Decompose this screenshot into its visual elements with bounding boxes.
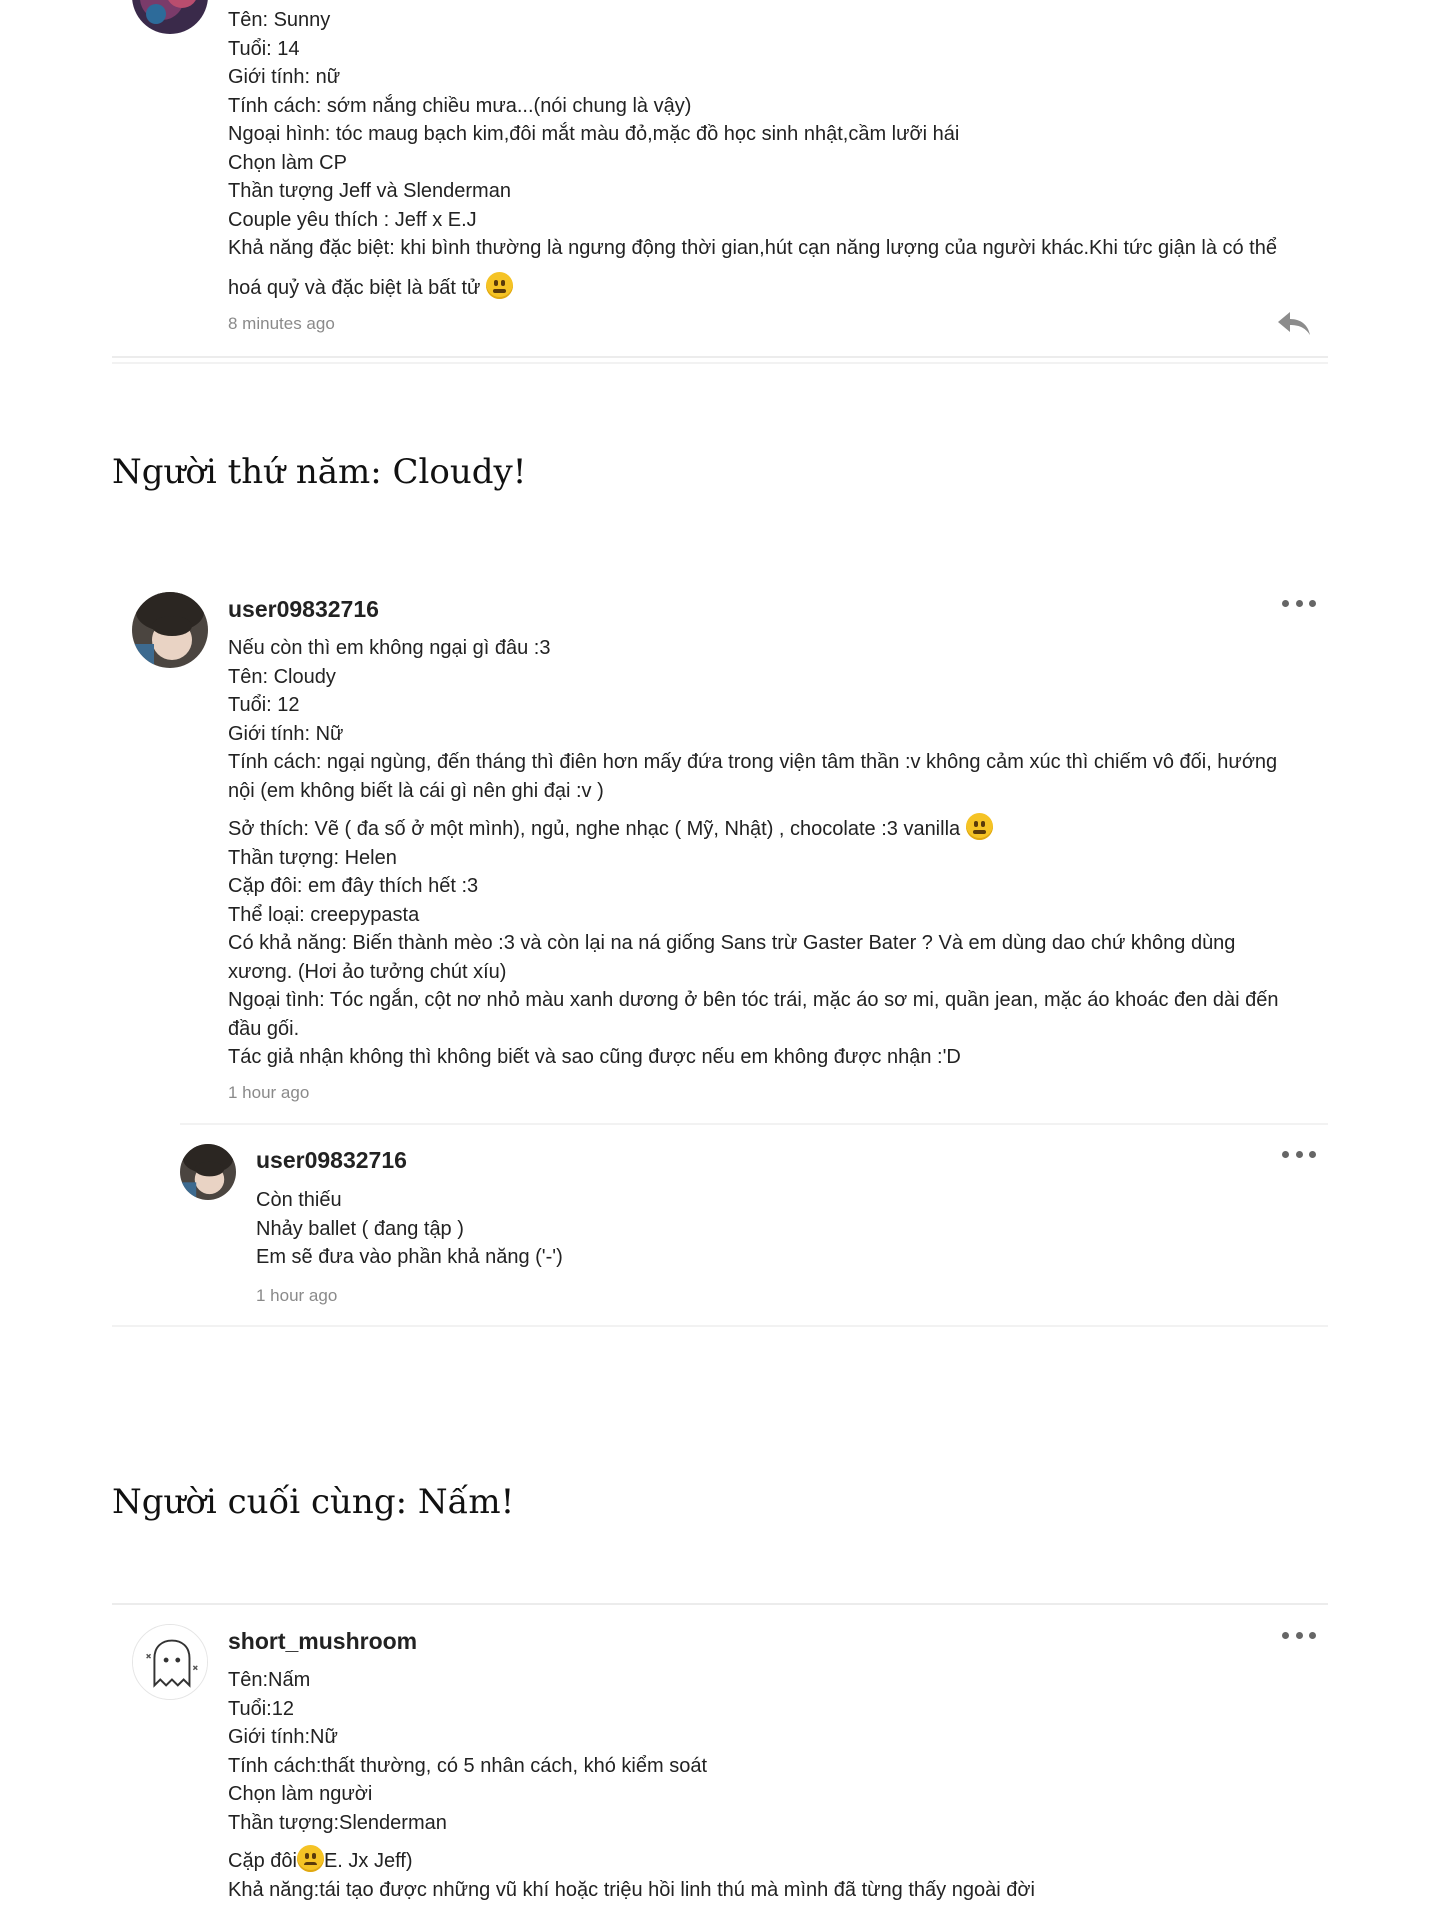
comment-line: Ngoại tình: Tóc ngắn, cột nơ nhỏ màu xanh dương ở bên tóc trái, mặc áo sơ mi, quần jean, mặc áo khoác đen dài đến [228,989,1279,1011]
comment-line: Thần tượng Jeff và Slenderman [228,180,511,202]
avatar-image [132,592,208,668]
more-options-icon[interactable] [1282,598,1316,608]
comment-line: Couple yêu thích : Jeff x E.J [228,208,477,231]
comment-line: Tên: Sunny [228,9,331,31]
reply-username[interactable]: user09832716 [256,1147,407,1173]
comment-line-with-emoji [228,272,1277,303]
comment-line: Thần tượng:Slenderman [228,1811,447,1834]
comment-line: Tính cách: sớm nắng chiều mưa...(nói chung là vậy) [228,94,692,117]
reply-timestamp: 1 hour ago [256,1286,338,1305]
comment-line: xương. (Hơi ảo tưởng chút xíu) [228,960,507,983]
comment-line: Chọn làm CP [228,151,347,174]
comment-username[interactable]: short_mushroom [228,1628,418,1654]
comment-line-with-emoji [228,813,1279,844]
comment-username[interactable]: user09832716 [228,596,379,622]
comment-line: Thần tượng: Helen [228,846,397,869]
comment-line: Cặp đôi [228,1850,297,1872]
comment-line: Có khả năng: Biến thành mèo :3 và còn lại na ná giống Sans trừ Gaster Bater ? Và em dùng dao chứ không dùng [228,932,1236,954]
reply-line: Còn thiếu [256,1189,342,1211]
comment-line: Tuổi: 14 [228,37,300,60]
reply-line: Nhảy ballet ( đang tập ) [256,1217,464,1240]
comment-body [228,6,1277,302]
comment-body [228,1666,1035,1904]
more-options-icon[interactable] [1282,1630,1316,1640]
comment-line-with-emoji [228,1845,1035,1876]
comment-line: Cặp đôi: em đây thích hết :3 [228,875,479,897]
avatar-user09832716[interactable] [132,592,208,668]
comment-divider [112,1325,1328,1327]
comment-line: Chọn làm người [228,1783,373,1805]
comment-line: Tuổi:12 [228,1697,294,1720]
reply-line: Em sẽ đưa vào phần khả năng ('-') [256,1246,563,1268]
reply-arrow-icon[interactable] [1276,310,1312,338]
avatar-image [132,0,208,34]
comment-line: Tính cách: ngại ngùng, đến tháng thì điên hơn mấy đứa trong viện tâm thần :v không cảm xúc thì chiếm vô đối, hướng [228,751,1278,773]
reply-body [256,1186,563,1272]
comment-line: Giới tính: nữ [228,66,341,88]
avatar-short-mushroom[interactable] [132,1624,208,1700]
comment-line: nội (em không biết là cái gì nên ghi đại :v ) [228,779,604,802]
comment-line: Giới tính: Nữ [228,722,344,745]
section-title-fifth: Người thứ năm: Cloudy! [112,452,527,492]
persevering-face-emoji [297,1845,324,1872]
section-title-last: Người cuối cùng: Nấm! [112,1482,515,1522]
comment-timestamp: 1 hour ago [228,1083,310,1102]
comment-line: Thể loại: creepypasta [228,903,420,926]
comment-body [228,634,1279,1072]
comment-line: Ngoại hình: tóc maug bạch kim,đôi mắt màu đỏ,mặc đồ học sinh nhật,cầm lưỡi hái [228,123,960,145]
reply-divider [180,1123,1328,1125]
comment-line: đầu gối. [228,1017,300,1040]
comment-line: E. Jx Jeff) [323,1850,413,1872]
comment-line: Tính cách:thất thường, có 5 nhân cách, khó kiểm soát [228,1754,707,1777]
comment-line: Tên: Cloudy [228,665,336,688]
avatar-user09832716-reply[interactable] [180,1144,236,1200]
comment-line: Nếu còn thì em không ngại gì đâu :3 [228,637,551,659]
comment-line: Tên:Nấm [228,1669,311,1691]
comment-line: hoá quỷ và đặc biệt là bất tử [228,276,481,299]
comment-line: Khả năng:tái tạo được những vũ khí hoặc triệu hồi linh thú mà mình đã từng thấy ngoài đời [228,1878,1035,1901]
avatar-sunny[interactable] [132,0,208,34]
comment-line: Tác giả nhận không thì không biết và sao cũng được nếu em không được nhận :'D [228,1046,961,1068]
comment-divider [112,356,1328,358]
comment-timestamp: 8 minutes ago [228,314,335,333]
ghost-avatar-image [133,1625,207,1699]
comment-line: Sở thích: Vẽ ( đa số ở một mình), ngủ, nghe nhạc ( Mỹ, Nhật) , chocolate :3 vanilla [228,818,961,840]
comment-divider [112,362,1328,364]
more-options-icon[interactable] [1282,1149,1316,1159]
grinning-face-emoji [966,813,993,840]
avatar-image [180,1144,236,1200]
comment-divider [112,1603,1328,1605]
comment-line: Giới tính:Nữ [228,1726,338,1748]
comment-line: Tuổi: 12 [228,694,300,716]
grinning-face-emoji [486,272,513,299]
comment-line: Khả năng đặc biệt: khi bình thường là ngưng động thời gian,hút cạn năng lượng của người khác.Khi tức giận là có thể [228,237,1277,259]
